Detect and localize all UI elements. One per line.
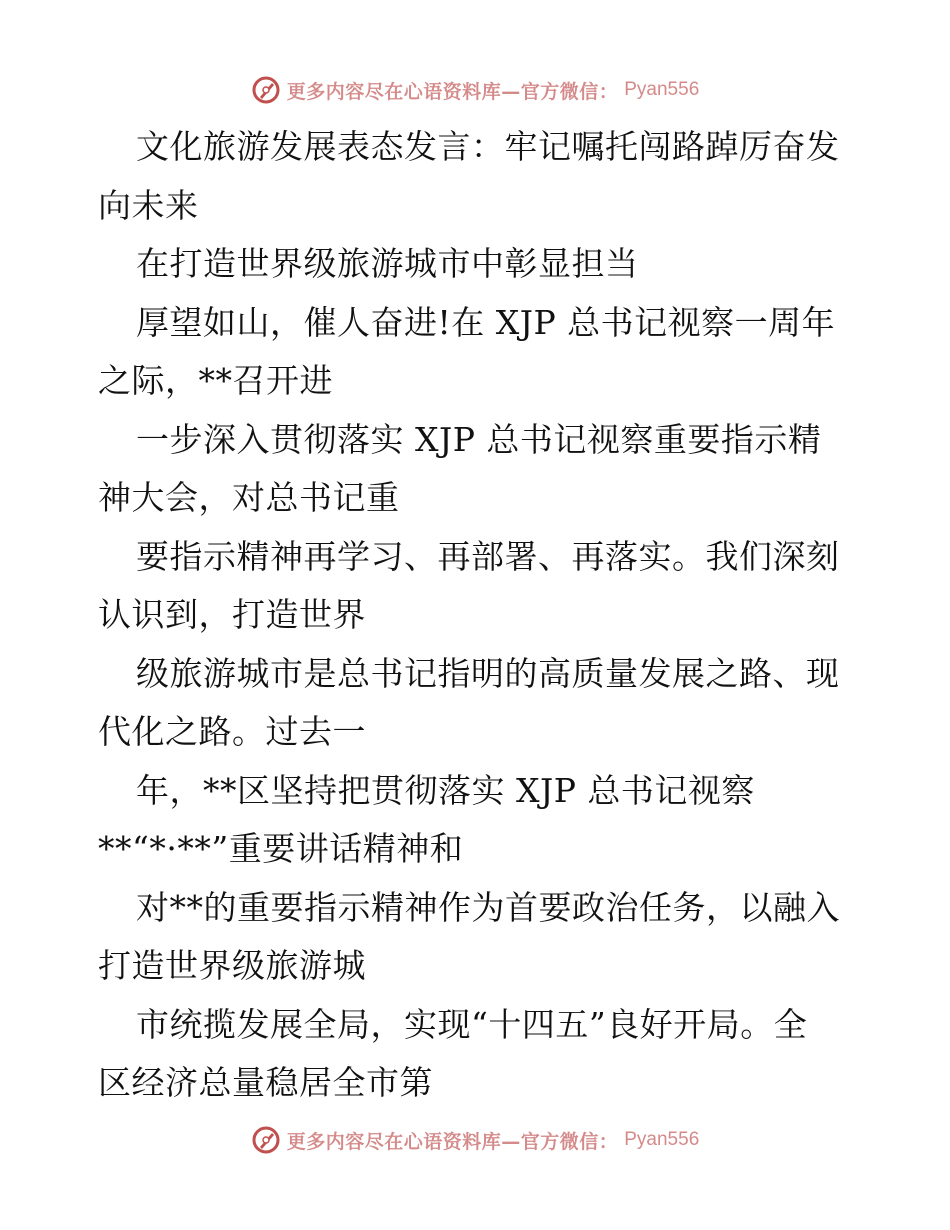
text-line: 一步深入贯彻落实 XJP 总书记视察重要指示精 <box>136 419 822 459</box>
text-line: 打造世界级旅游城 <box>98 946 366 985</box>
text-line: 向未来 <box>98 185 199 225</box>
text-line: **“*·**”重要讲话精神和 <box>98 829 464 868</box>
watermark-wechat-id: Pyan556 <box>624 1129 700 1150</box>
text-line: 认识到，打造世界 <box>98 595 366 634</box>
text-line: 之际，**召开进 <box>98 361 333 400</box>
quill-logo-icon <box>251 75 281 105</box>
header-watermark <box>0 70 950 110</box>
text-line: 要指示精神再学习、再部署、再落实。我们深刻 <box>136 536 840 576</box>
watermark-text: 更多内容尽在心语资料库—官方微信： <box>286 80 619 103</box>
text-line: 代化之路。过去一 <box>98 712 366 751</box>
watermark-text: 更多内容尽在心语资料库—官方微信： <box>286 1130 619 1153</box>
quill-logo-icon <box>251 1125 281 1155</box>
text-line: 在打造世界级旅游城市中彰显担当 <box>136 244 639 283</box>
text-line: 年，**区坚持把贯彻落实 XJP 总书记视察 <box>136 770 755 810</box>
text-line: 厚望如山，催人奋进!在 XJP 总书记视察一周年 <box>136 302 836 342</box>
text-line: 市统揽发展全局，实现“十四五”良好开局。全 <box>136 1004 808 1044</box>
text-line: 级旅游城市是总书记指明的高质量发展之路、现 <box>136 653 840 693</box>
document-body <box>98 118 858 1113</box>
watermark-wechat-id: Pyan556 <box>624 79 700 100</box>
text-line: 文化旅游发展表态发言：牢记嘱托闯路踔厉奋发 <box>136 127 840 166</box>
text-line: 神大会，对总书记重 <box>98 478 400 517</box>
footer-watermark <box>0 1120 950 1160</box>
text-line: 区经济总量稳居全市第 <box>98 1063 433 1102</box>
text-line: 对**的重要指示精神作为首要政治任务，以融入 <box>136 887 840 927</box>
